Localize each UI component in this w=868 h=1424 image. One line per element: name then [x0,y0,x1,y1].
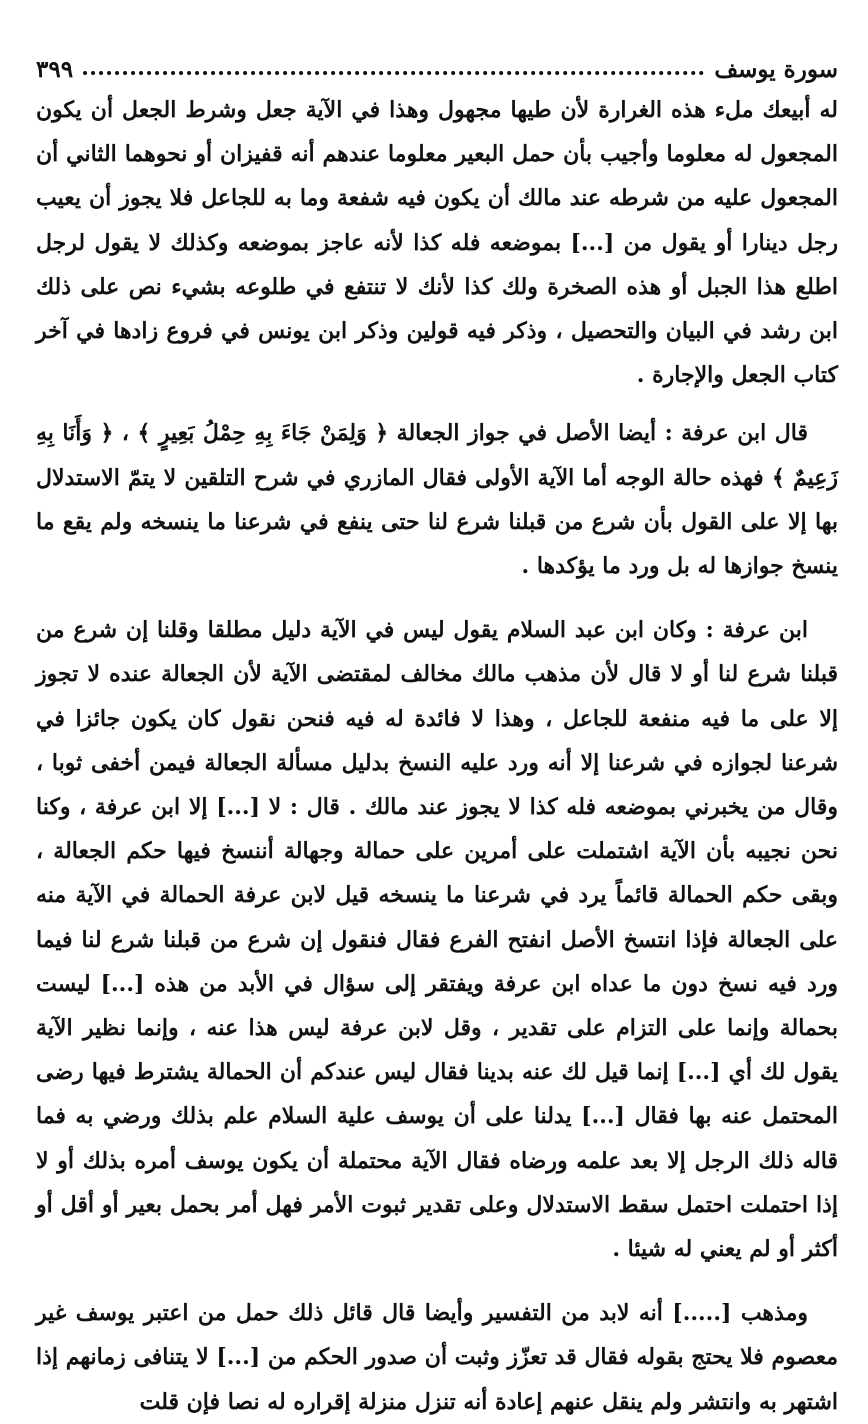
running-header [36,52,838,88]
surah-title: سورة يوسف [714,56,838,83]
paragraph-2: قال ابن عرفة : أيضا الأصل في جواز الجعالة ﴿ وَلِمَنْ جَاءَ بِهِ حِمْلُ بَعِيرٍ ﴾ ، ﴿ وَأَنَا بِهِ زَعِيمٌ ﴾ فهذه حالة الوجه أما الآية الأولى فقال المازري في شرح التلقين لا يتمّ الاستدلال بها إلا على القول بأن شرع من قبلنا شرع لنا حتى ينفع في شرعنا ما ينسخه ولم يقع ما ينسخ جوازها له بل ورد ما يؤكدها . [36,420,838,580]
book-page [36,52,838,1415]
paragraph-3: ابن عرفة : وكان ابن عبد السلام يقول ليس في الآية دليل مطلقا وقلنا إن شرع من قبلنا شرع لنا أو لا قال لأن مذهب مالك مخالف لمقتضى الآية لأن الجعالة عنده لا تجوز إلا على ما فيه منفعة للجاعل ، وهذا لا فائدة له فيه فنحن نقول كان يكون جائزا في شرعنا لجوازه في شرعنا إلا أنه ورد عليه النسخ بدليل مسألة الجعالة فيمن أخفى ثوبا ، وقال من يخبرني بموضعه فله كذا لا يجوز عند مالك . قال : لا [...] إلا ابن عرفة ، وكنا نحن نجيبه بأن الآية اشتملت على أمرين على حمالة وجهالة أننسخ فيها حكم الجعالة ، وبقى حكم الحمالة قائماً يرد في شرعنا ما ينسخه قيل لابن عرفة الحمالة في الآية منه على الجعالة فإذا انتسخ الأصل انفتح الفرع فقال فنقول إن شرع من قبلنا شرع لنا فيما ورد فيه نسخ دون ما عداه ابن عرفة ويفتقر إلى سؤال في الأبد من هذه [...] ليست بحمالة وإنما على التزام على تقدير ، وقل لابن عرفة ليس هذا عنه ، وإنما نظير الآية يقول لك أي [...] إنما قيل لك عنه بدينا فقال ليس عندكم أن الحمالة يشترط فيها رضى المحتمل عنه بها فقال [...] يدلنا على أن يوسف علية السلام علم بذلك ورضي به فما قاله ذلك الرجل إلا بعد علمه ورضاه فقال الآية محتملة أن يكون يوسف أمره بذلك أو لا إذا احتملت احتمل سقط الاستدلال وعلى تقدير ثبوت الأمر فهل أمر بحمل بعير أو أقل أو أكثر أو لم يعني له شيئا . [36,617,838,1263]
paragraph-4: ومذهب [.....] أنه لابد من التفسير وأيضا قال قائل ذلك حمل من اعتبر يوسف غير معصوم فلا يحتج بقوله فقال قد تعزّز وثبت أن صدور الحكم من [...] لا يتنافى زمانهم إذا اشتهر به وانتشر ولم ينقل عنهم إعادة أنه تنزل منزلة إقراره له نصا فإن قلت [36,1300,838,1415]
header-dotted-leader [83,71,704,75]
page-body [36,88,838,1424]
page-number: ٣٩٩ [36,56,74,83]
paragraph-1: له أبيعك ملء هذه الغرارة لأن طيها مجهول وهذا في الآية جعل وشرط الجعل أن يكون المجعول له معلوما وأجيب بأن حمل البعير معلوما عندهم أنه قفيزان أو نحوهما الثاني أن المجعول عليه من شرطه عند مالك أن يكون فيه شفعة وما به للجاعل فلا يجوز أن يعيب رجل دينارا أو يقول من [...] بموضعه فله كذا لأنه عاجز بموضعه وكذلك لا يقول لرجل اطلع هذا الجبل أو هذه الصخرة ولك كذا لأنك لا تنتفع في طلوعه بشيء نص على ذلك ابن رشد في البيان والتحصيل ، وذكر فيه قولين وذكر ابن يونس في فروع زادها في آخر كتاب الجعل والإجارة . [36,97,838,389]
